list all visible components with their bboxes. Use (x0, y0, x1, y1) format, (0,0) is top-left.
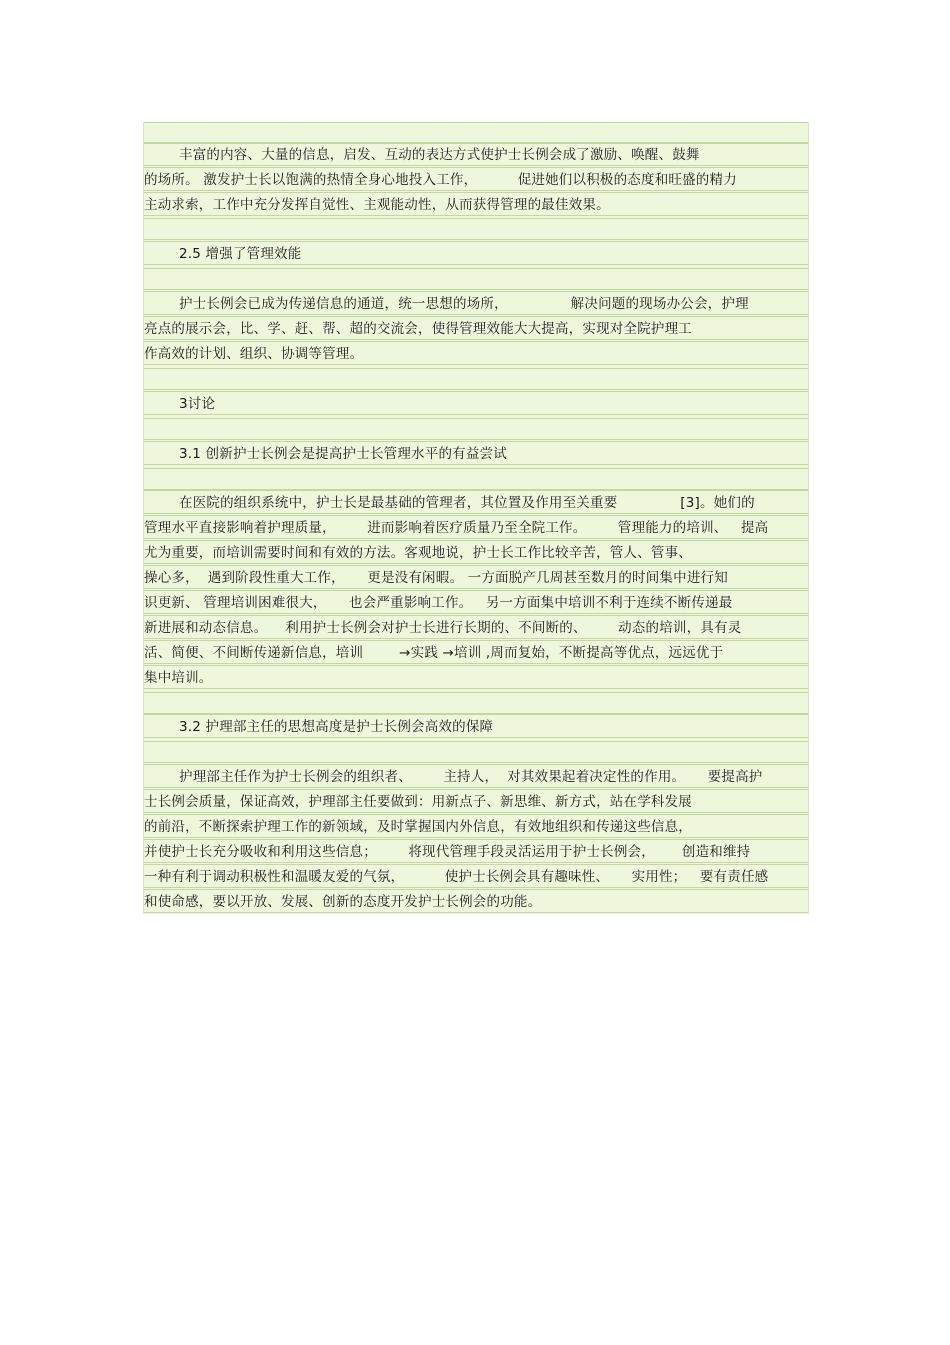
paragraph-line: 和使命感，要以开放、发展、创新的态度开发护士长例会的功能。 (144, 889, 808, 913)
section-heading: 3讨论 (144, 391, 808, 415)
paragraph-line: 活、简便、不间断传递新信息，培训 →实践 →培训 ,周而复始，不断提高等优点，远远优于 (144, 640, 808, 664)
blank-row (144, 122, 808, 144)
section-heading: 3.2 护理部主任的思想高度是护士长例会高效的保障 (144, 714, 808, 738)
section-heading: 2.5 增强了管理效能 (144, 241, 808, 265)
paragraph-line: 护士长例会已成为传递信息的通道，统一思想的场所， 解决问题的现场办公会，护理 (144, 291, 808, 315)
paragraph-line: 并使护士长充分吸收和利用这些信息； 将现代管理手段灵活运用于护士长例会， 创造和维持 (144, 839, 808, 863)
paragraph-line: 在医院的组织系统中，护士长是最基础的管理者，其位置及作用至关重要 [3]。她们的 (144, 490, 808, 514)
paragraph-line: 识更新、 管理培训困难很大， 也会严重影响工作。 另一方面集中培训不利于连续不断传递最 (144, 590, 808, 614)
paragraph-line: 作高效的计划、组织、协调等管理。 (144, 341, 808, 365)
paragraph-line: 主动求索，工作中充分发挥自觉性、主观能动性，从而获得管理的最佳效果。 (144, 192, 808, 216)
blank-row (144, 418, 808, 440)
section-heading: 3.1 创新护士长例会是提高护士长管理水平的有益尝试 (144, 441, 808, 465)
paragraph-line: 操心多， 遇到阶段性重大工作， 更是没有闲暇。 一方面脱产几周甚至数月的时间集中进行知 (144, 565, 808, 589)
paragraph-line: 管理水平直接影响着护理质量， 进而影响着医疗质量乃至全院工作。 管理能力的培训、 提高 (144, 515, 808, 539)
paragraph-line: 尤为重要，而培训需要时间和有效的方法。客观地说，护士长工作比较辛苦，管人、管事、 (144, 540, 808, 564)
paragraph-line: 丰富的内容、大量的信息，启发、互动的表达方式使护士长例会成了激励、唤醒、鼓舞 (144, 142, 808, 166)
document-body (143, 122, 809, 914)
paragraph-line: 护理部主任作为护士长例会的组织者、 主持人， 对其效果起着决定性的作用。 要提高护 (144, 764, 808, 788)
blank-row (144, 218, 808, 240)
blank-row (144, 268, 808, 290)
blank-row (144, 692, 808, 714)
paragraph-line: 的前沿，不断探索护理工作的新领域，及时掌握国内外信息，有效地组织和传递这些信息， (144, 814, 808, 838)
blank-row (144, 741, 808, 763)
paragraph-line: 一种有利于调动积极性和温暖友爱的气氛， 使护士长例会具有趣味性、 实用性； 要有责任感 (144, 864, 808, 888)
blank-row (144, 468, 808, 490)
paragraph-line: 士长例会质量，保证高效，护理部主任要做到：用新点子、新思维、新方式，站在学科发展 (144, 789, 808, 813)
paragraph-line: 集中培训。 (144, 665, 808, 689)
blank-row (144, 368, 808, 390)
paragraph-line: 亮点的展示会，比、学、赶、帮、超的交流会，使得管理效能大大提高，实现对全院护理工 (144, 316, 808, 340)
paragraph-line: 的场所。 激发护士长以饱满的热情全身心地投入工作， 促进她们以积极的态度和旺盛的精力 (144, 167, 808, 191)
paragraph-line: 新进展和动态信息。 利用护士长例会对护士长进行长期的、不间断的、 动态的培训，具有灵 (144, 615, 808, 639)
